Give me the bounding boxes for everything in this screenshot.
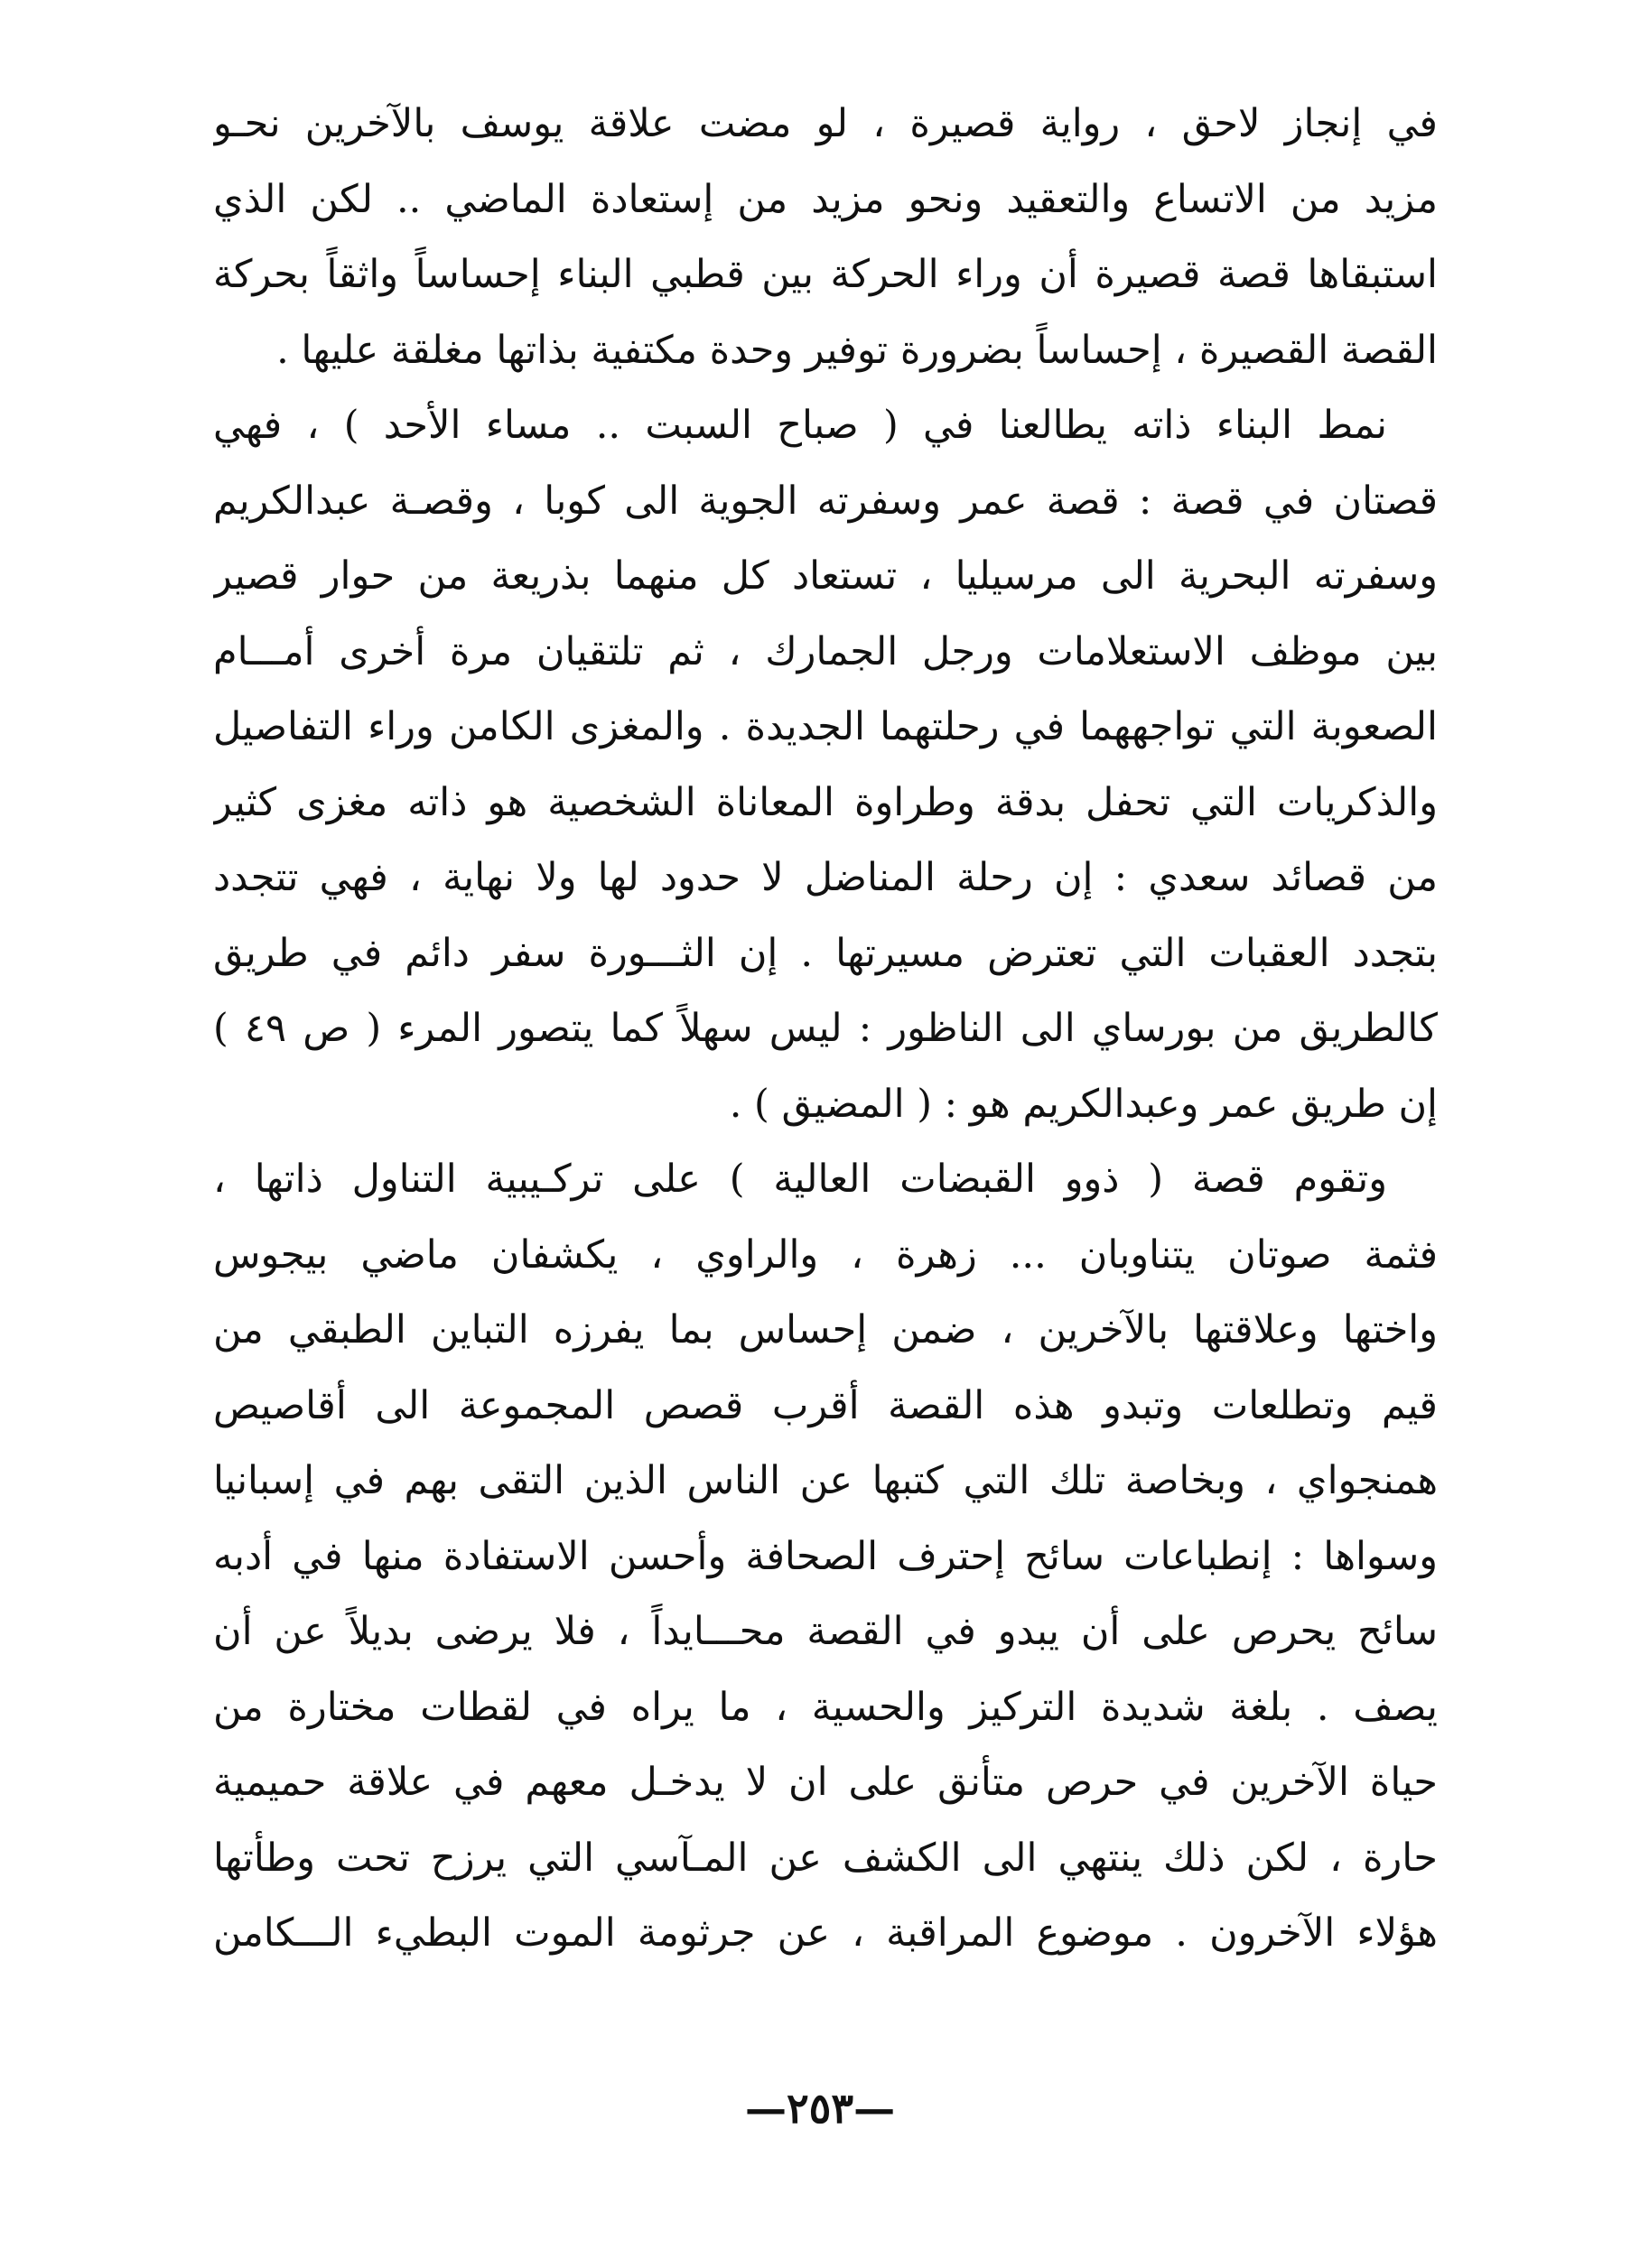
page-number: —٢٥٣— (744, 2084, 896, 2133)
text-line: سائح يحرص على أن يبدو في القصة محـــايداً ، فلا يرضى بديلاً عن أن (213, 1609, 1438, 1654)
text-line: والذكريات التي تحفل بدقة وطراوة المعاناة الشخصية هو ذاته مغزى كثير (213, 779, 1438, 825)
text-line: حياة الآخرين في حرص متأنق على ان لا يدخـل معهم في علاقة حميمية (213, 1760, 1438, 1805)
text-line: وسفرته البحرية الى مرسيليا ، تستعاد كل منهما بذريعة من حوار قصير (213, 553, 1438, 599)
text-line: وتقوم قصة ( ذوو القبضات العالية ) على تركـيبية التناول ذاتها ، (213, 1157, 1387, 1202)
body-text (213, 87, 1438, 1972)
text-line: إن طريق عمر وعبدالكريم هو : ( المضيق ) . (729, 1081, 1438, 1127)
text-line: يصف . بلغة شديدة التركيز والحسية ، ما يراه في لقطات مختارة من (213, 1684, 1438, 1730)
text-line: قصتان في قصة : قصة عمر وسفرته الجوية الى كوبا ، وقصـة عبدالكريم (213, 478, 1438, 524)
text-line: وسواها : إنطباعات سائح إحترف الصحافة وأحسن الاستفادة منها في أدبه (213, 1533, 1438, 1579)
text-line: الصعوبة التي تواجههما في رحلتهما الجديدة . والمغزى الكامن وراء التفاصيل (213, 704, 1438, 749)
text-line: حارة ، لكن ذلك ينتهي الى الكشف عن المـآسي التي يرزح تحت وطأتها (213, 1835, 1438, 1881)
text-line: فثمة صوتان يتناوبان ... زهرة ، والراوي ، يكشفان ماضي بيجوس (213, 1232, 1438, 1278)
text-line: استبقاها قصة قصيرة أن وراء الحركة بين قطبي البناء إحساساً واثقاً بحركة (213, 252, 1438, 297)
text-line: بين موظف الاستعلامات ورجل الجمارك ، ثم تلتقيان مرة أخرى أمـــام (213, 628, 1438, 674)
text-line: قيم وتطلعات وتبدو هذه القصة أقرب قصص المجموعة الى أقاصيص (213, 1382, 1438, 1428)
text-line: مزيد من الاتساع والتعقيد ونحو مزيد من إستعادة الماضي .. لكن الذي (213, 176, 1438, 222)
text-line: في إنجاز لاحق ، رواية قصيرة ، لو مضت علاقة يوسف بالآخرين نحـو (213, 101, 1438, 146)
text-line: نمط البناء ذاته يطالعنا في ( صباح السبت .. مساء الأحد ) ، فهي (213, 403, 1387, 448)
text-line: القصة القصيرة ، إحساساً بضرورة توفير وحدة مكتفية بذاتها مغلقة عليها . (276, 327, 1438, 373)
text-line: همنجواي ، وبخاصة تلك التي كتبها عن الناس الذين التقى بهم في إسبانيا (213, 1458, 1438, 1503)
text-line: كالطريق من بورساي الى الناظور : ليس سهلاً كما يتصور المرء ( ص ٤٩ ) (213, 1006, 1438, 1051)
text-line: هؤلاء الآخرون . موضوع المراقبة ، عن جرثومة الموت البطيء الـــكامن (213, 1910, 1438, 1956)
text-line: من قصائد سعدي : إن رحلة المناضل لا حدود لها ولا نهاية ، فهي تتجدد (213, 855, 1438, 900)
text-line: بتجدد العقبات التي تعترض مسيرتها . إن الثـــورة سفر دائم في طريق (213, 930, 1438, 976)
text-line: واختها وعلاقتها بالآخرين ، ضمن إحساس بما يفرزه التباين الطبقي من (213, 1307, 1438, 1352)
